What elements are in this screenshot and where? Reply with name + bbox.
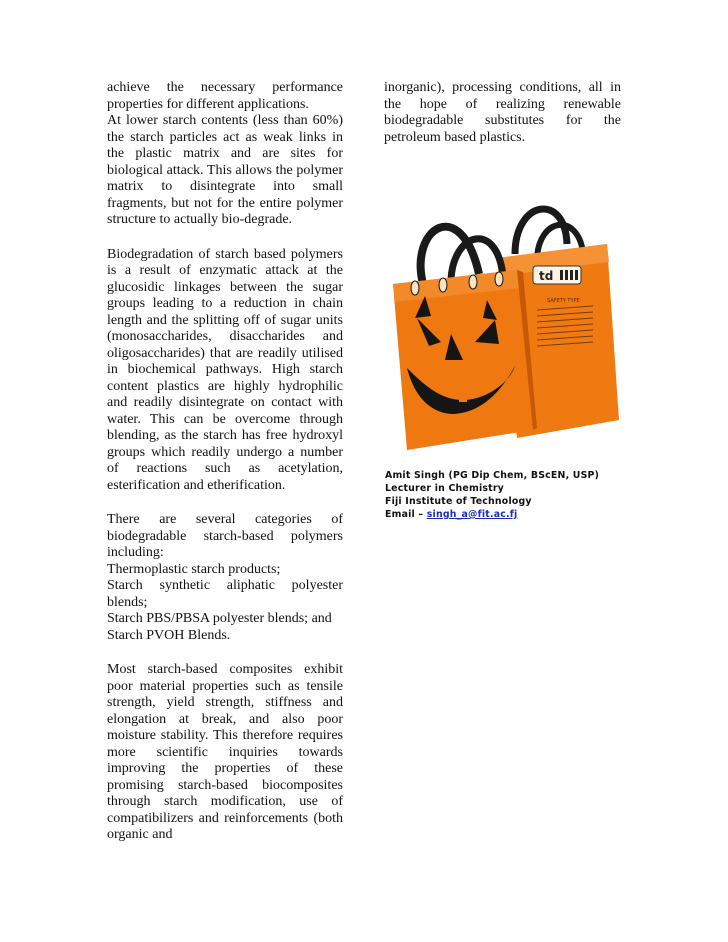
author-info <box>385 469 645 521</box>
left-column <box>107 80 343 862</box>
bag-logo: td <box>539 269 554 283</box>
handle-hole <box>439 278 447 292</box>
handle-hole <box>495 272 503 286</box>
paragraph-biodegradation: Biodegradation of starch based polymers is a result of enzymatic attack at the glucosidic linkages between the sugar groups leading to a reduction in chain length and the splitting off of sugar units (monosaccharides, disaccharides and oligosaccharides) that are readily utilised in biochemical pathways. High starch content plastics are highly hydrophilic and readily disintegrate on contact with water. This can be overcome through blending, as the starch has free hydroxyl groups which readily undergo a number of reactions such as acetylation, esterification and etherification. <box>107 246 343 493</box>
right-column <box>384 80 621 164</box>
author-title: Lecturer in Chemistry <box>385 483 504 494</box>
bags-illustration <box>387 192 623 452</box>
handle-hole <box>411 281 419 295</box>
biodegradable-bags-photo <box>387 192 623 452</box>
email-link[interactable]: singh_a@fit.ac.fj <box>426 509 518 520</box>
pumpkin-tooth <box>459 392 467 402</box>
paragraph-continuation: inorganic), processing conditions, all in the hope of realizing renewable biodegradable substitutes for the petroleum based plastics. <box>384 80 621 145</box>
paragraph-categories: There are several categories of biodegradable starch-based polymers including: Thermoplastic starch products; Starch synthetic aliphatic polyester blends; Starch PBS/PBSA polyester blends; and Starch PVOH Blends. <box>107 512 343 643</box>
bag-small-text: SAFETY TYPE <box>547 298 580 304</box>
handle-hole <box>469 275 477 289</box>
author-email-line <box>385 508 645 521</box>
author-institution: Fiji Institute of Technology <box>385 496 532 507</box>
paragraph-starch-content: achieve the necessary performance properties for different applications. At lower starch contents (less than 60%) the starch particles act as weak links in the plastic matrix and are sites for biological attack. This allows the polymer matrix to disintegrate into small fragments, but not for the entire polymer structure to actually bio-degrade. <box>107 80 343 227</box>
author-name: Amit Singh (PG Dip Chem, BScEN, USP) <box>385 470 600 481</box>
email-label: Email – <box>385 509 427 520</box>
paragraph-composites: Most starch-based composites exhibit poor material properties such as tensile strength, yield strength, stiffness and elongation at break, and also poor moisture stability. This therefore requires more scientific inquiries towards improving the properties of these promising starch-based biocomposites through starch modification, use of compatibilizers and reinforcements (both organic and <box>107 662 343 842</box>
